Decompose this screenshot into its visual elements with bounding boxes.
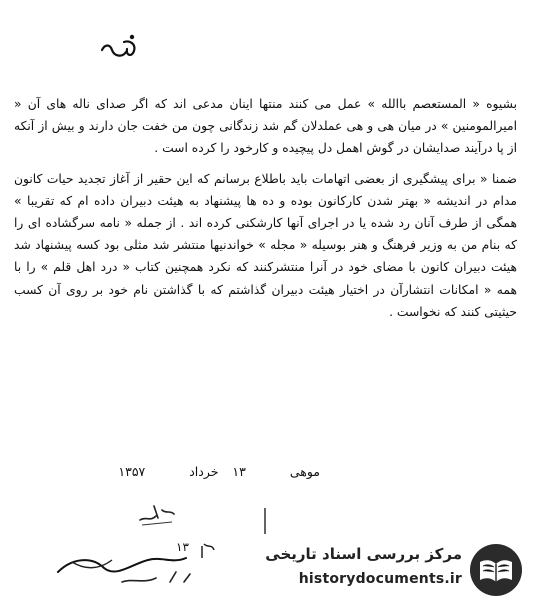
signature-numeral: ۱۳ <box>176 540 189 554</box>
date-line <box>90 464 320 479</box>
date-label: موهی <box>289 464 320 479</box>
watermark-url: historydocuments.ir <box>298 571 462 587</box>
signature-initials <box>136 498 178 528</box>
archive-watermark <box>258 540 526 600</box>
paragraph-second: ضمنا « برای پیشگیری از بعضی اتهامات باید باطلاع برسانم که این حقیر از آغاز تجدید حیات کانون مدام در اندیشه « بهتر شدن کارکانون بوده و ده ها پیشنهاد به هیئت دبیران داده ام که تقریبا » همگی از طرف آنان رد شده یا در اجرای آنها کارشکنی کرده اند . از جمله « نامه سرگشاده ای را که بنام من به وزیر فرهنگ و هنر بوسیله « مجله » خواندنیها منتشر شد مثلی بود کسه پیشنهاد شد هیئت دبیران کانون با مضای خود در آنرا منتشرکنند که نکرد همچنین کتاب « درد اهل قلم » را با همه « امکانات انتشارآن در اختیار هیئت دبیران گذاشتم که با گذاشتن نام خود بر روی آن کسب حیثیتی کنند که نخواست . <box>14 171 517 319</box>
letter-body <box>14 93 517 323</box>
open-book-icon <box>468 542 524 598</box>
watermark-title: مرکز بررسی اسناد تاریخی <box>265 545 462 563</box>
paragraph-first: بشیوه « المستعصم باالله » عمل می کنند منتها اینان مدعی اند که اگر صدای ناله های آن « امیرالمومنین » در میان هی و هی عملدلان گم شد زندگانی چون من خفت جان دارند و بیش از آنکه از پا درآیند صدایشان در گوش اهمل دل پیچیده و کارخود را کرده است . <box>14 97 517 156</box>
page-number-handwritten <box>96 30 144 66</box>
date-month: خرداد <box>189 464 219 479</box>
handwritten-signature <box>52 538 232 590</box>
date-year: ۱۳۵۷ <box>118 464 146 479</box>
vertical-stroke-mark <box>262 506 268 536</box>
date-day: ۱۳ <box>232 464 246 479</box>
